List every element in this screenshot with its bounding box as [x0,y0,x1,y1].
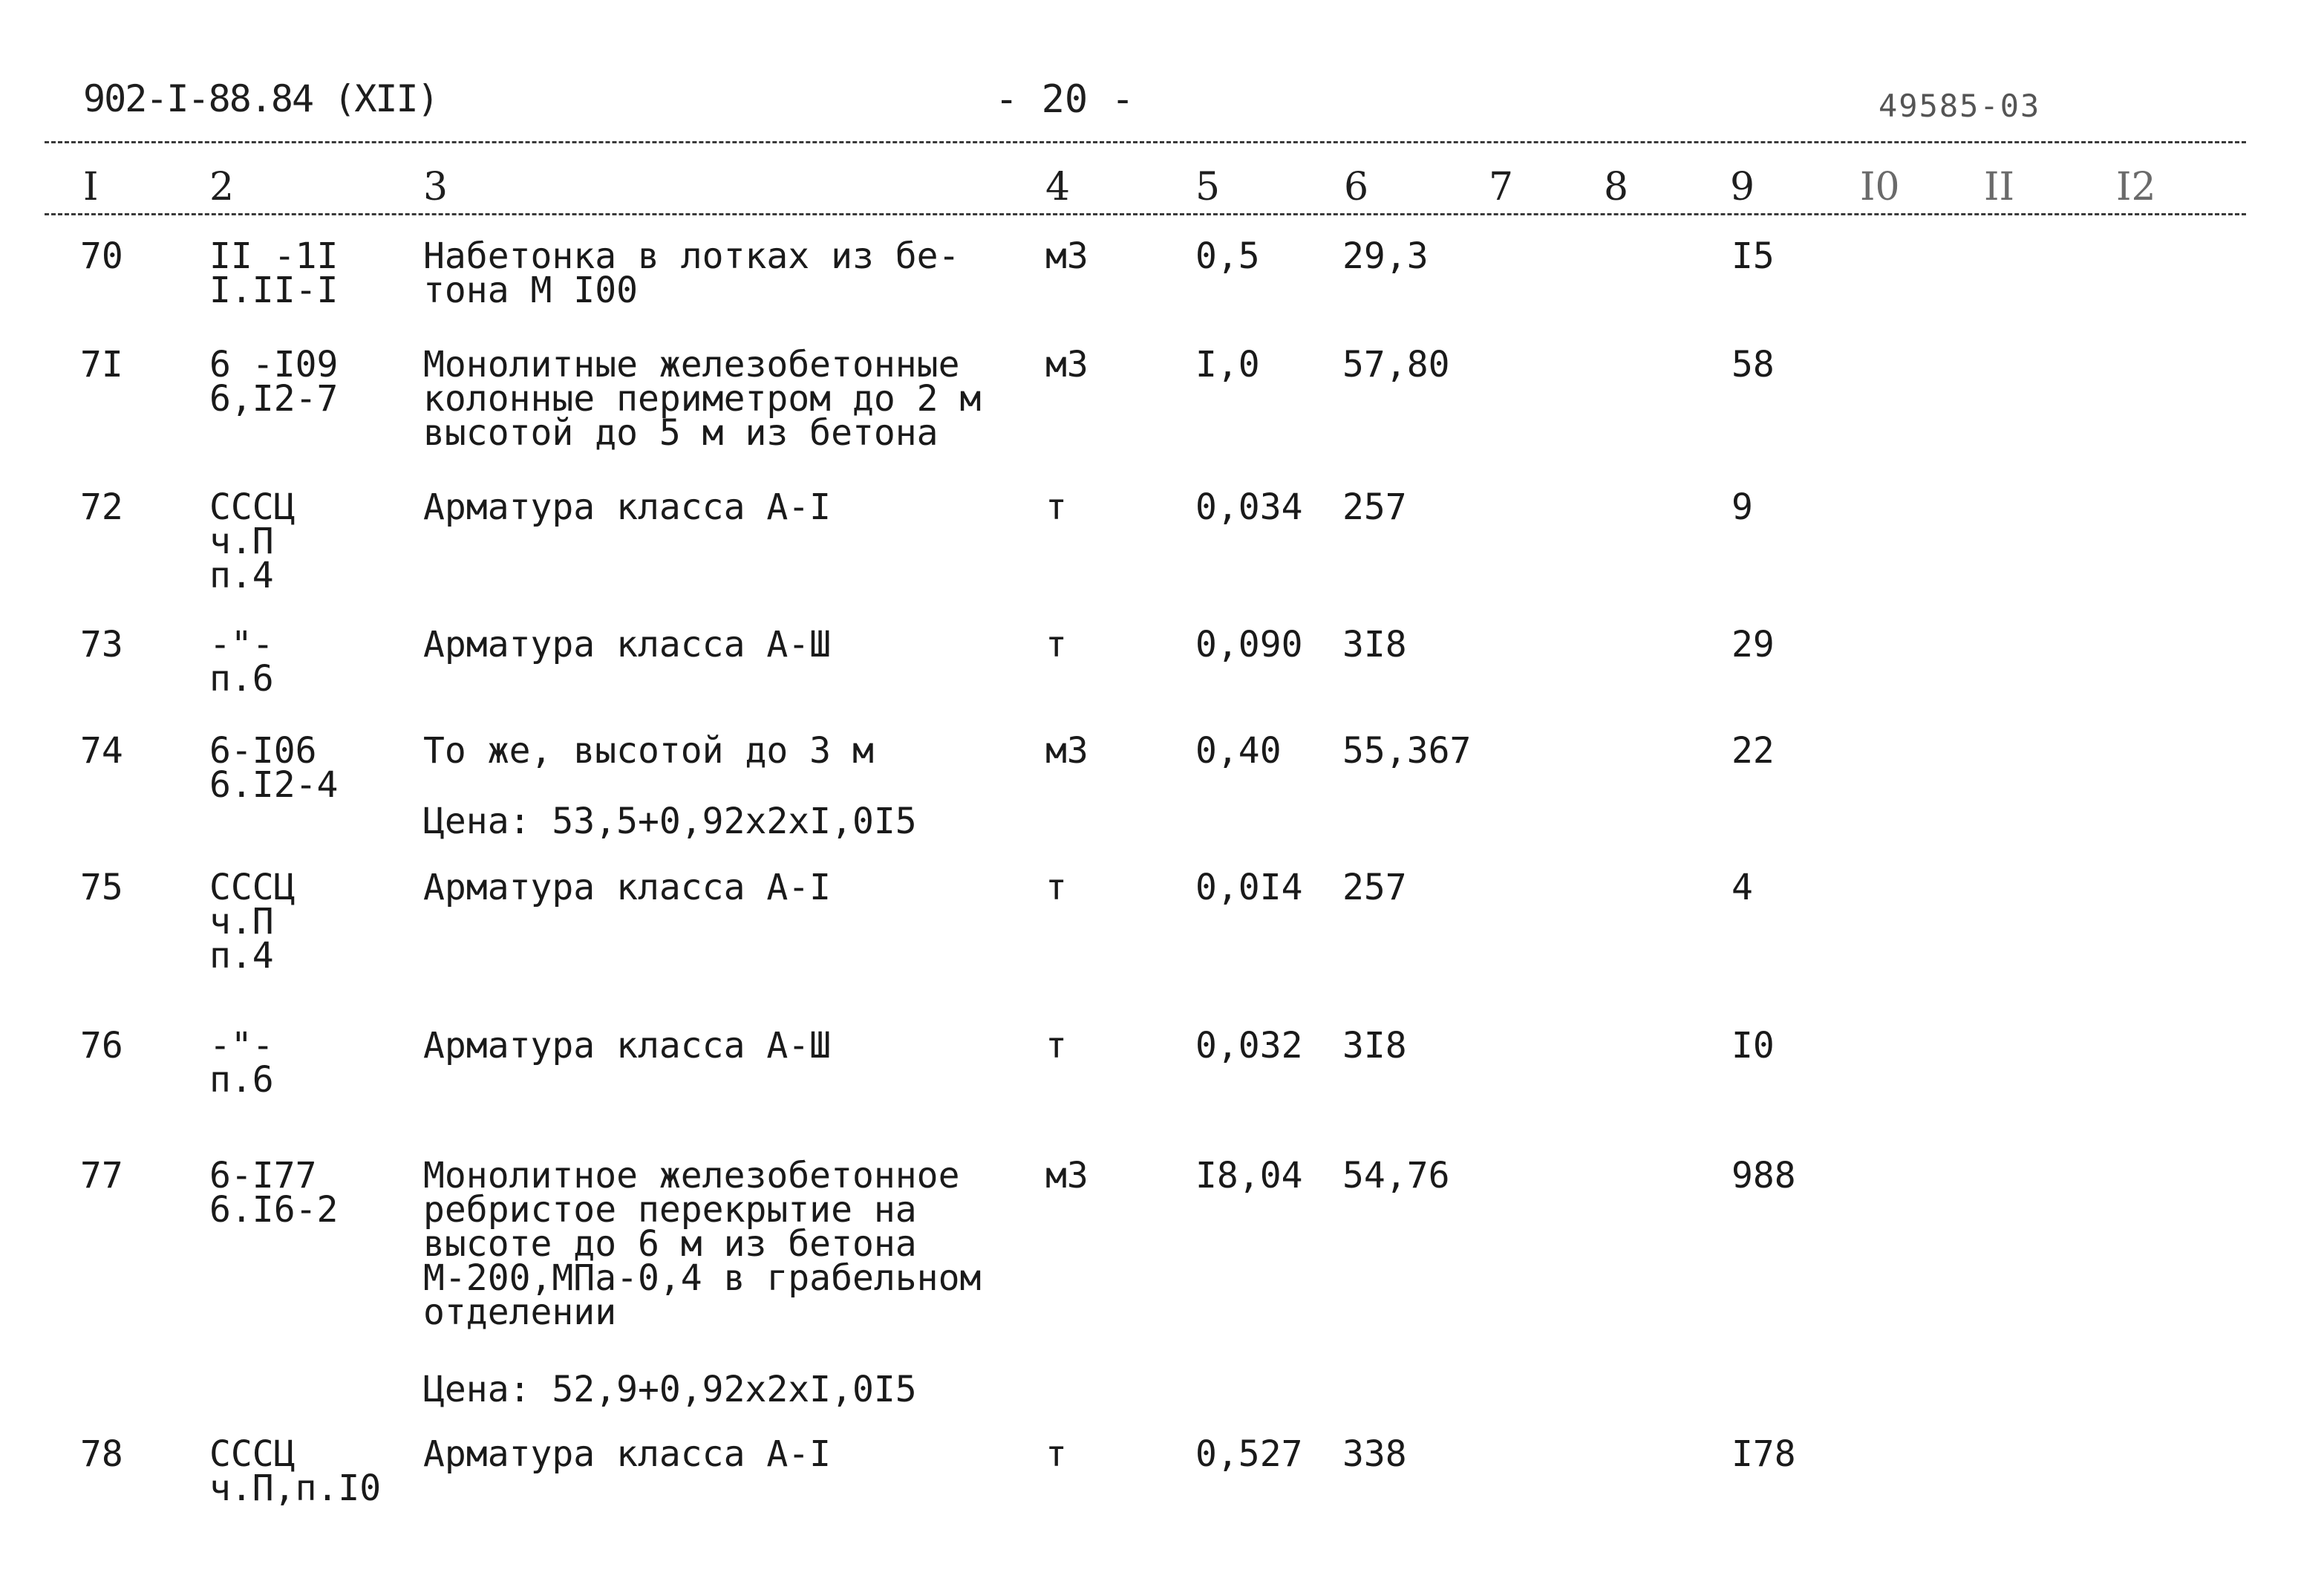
column-header-12: I2 [2116,165,2156,209]
row-unit: т [1045,624,1067,665]
row-unit-price: 338 [1342,1433,1407,1475]
row-code-line: ч.П,п.I0 [209,1468,382,1509]
column-header-9: 9 [1730,165,1755,209]
row-code [209,235,339,311]
row-description [423,235,960,311]
column-header-11: II [1984,165,2015,209]
row-description-line: Арматура класса А-Ш [423,1025,832,1066]
row-description-line: Монолитное железобетонное [423,1155,960,1196]
row-cost: 988 [1731,1155,1796,1196]
row-unit-price: 55,367 [1342,730,1472,772]
row-code-line: 6.I6-2 [209,1189,339,1231]
row-code-line: п.4 [209,935,274,977]
row-cost: I5 [1731,235,1775,277]
row-unit-price: 257 [1342,867,1407,908]
row-quantity: 0,0I4 [1195,867,1303,908]
row-unit-price: 29,3 [1342,235,1429,277]
row-description-line: Арматура класса А-I [423,486,832,528]
row-unit: т [1045,1025,1067,1066]
row-unit: м3 [1045,1155,1088,1196]
column-header-8: 8 [1604,165,1629,209]
row-unit-price: 3I8 [1342,624,1407,665]
row-quantity: I8,04 [1195,1155,1303,1196]
row-code-line: п.6 [209,658,274,700]
row-number: 75 [80,867,123,908]
row-code [209,1025,274,1101]
row-cost: I78 [1731,1433,1796,1475]
row-description [423,344,982,454]
header-top-rule [45,141,2246,143]
row-description-line: Арматура класса А-I [423,1433,832,1475]
column-header-3: 3 [423,165,448,209]
row-cost: I0 [1731,1025,1775,1066]
price-formula-note: Цена: 53,5+0,92x2xI,0I5 [423,801,917,842]
row-code-line: п.6 [209,1059,274,1101]
row-code [209,486,296,596]
row-code-line: п.4 [209,555,274,596]
row-quantity: 0,032 [1195,1025,1303,1066]
row-description-line: М-200,МПа-0,4 в грабельном [423,1257,982,1299]
row-number: 77 [80,1155,123,1196]
row-description [423,1155,982,1333]
row-number: 73 [80,624,123,665]
column-header-10: I0 [1860,165,1900,209]
row-quantity: 0,5 [1195,235,1260,277]
row-code [209,867,296,977]
row-quantity: I,0 [1195,344,1260,385]
row-quantity: 0,034 [1195,486,1303,528]
row-description-line: Монолитные железобетонные [423,344,960,385]
row-number: 70 [80,235,123,277]
price-formula-note: Цена: 52,9+0,92x2xI,0I5 [423,1369,917,1410]
row-description [423,486,832,528]
row-number: 78 [80,1433,123,1475]
row-code-line: 6,I2-7 [209,378,339,420]
row-code [209,344,339,420]
row-description [423,1433,832,1475]
row-cost: 58 [1731,344,1775,385]
row-description-line: колонные периметром до 2 м [423,378,982,420]
document-code: 902-I-88.84 (XII) [83,77,438,120]
row-description-line: отделении [423,1292,617,1333]
column-header-7: 7 [1489,165,1514,209]
row-description-line: Арматура класса А-I [423,867,832,908]
row-unit-price: 257 [1342,486,1407,528]
column-header-2: 2 [209,165,235,209]
row-cost: 22 [1731,730,1775,772]
row-unit: м3 [1045,235,1088,277]
row-code [209,730,339,806]
row-number: 72 [80,486,123,528]
row-code-line: СССЦ [209,1433,296,1475]
row-unit-price: 57,80 [1342,344,1450,385]
row-description [423,730,874,772]
row-code [209,624,274,700]
row-code-line: -"- [209,624,274,665]
row-number: 74 [80,730,123,772]
row-description-line: высотой до 5 м из бетона [423,412,939,454]
row-code-line: 6 -I09 [209,344,339,385]
row-cost: 9 [1731,486,1753,528]
row-description [423,1025,832,1066]
row-unit-price: 3I8 [1342,1025,1407,1066]
row-quantity: 0,40 [1195,730,1282,772]
row-unit: т [1045,1433,1067,1475]
row-number: 76 [80,1025,123,1066]
row-code-line: I.II-I [209,270,339,311]
row-description-line: Арматура класса А-Ш [423,624,832,665]
row-quantity: 0,090 [1195,624,1303,665]
row-unit: т [1045,867,1067,908]
column-header-1: I [83,165,99,209]
row-description [423,624,832,665]
header-bottom-rule [45,213,2246,215]
row-description-line: То же, высотой до 3 м [423,730,874,772]
row-code-line: СССЦ [209,486,296,528]
sheet-code: 49585-03 [1879,88,2041,124]
row-quantity: 0,527 [1195,1433,1303,1475]
row-code-line: СССЦ [209,867,296,908]
row-description [423,867,832,908]
row-code-line: ч.П [209,521,274,562]
column-header-4: 4 [1045,165,1071,209]
row-unit: м3 [1045,344,1088,385]
page-number: - 20 - [995,77,1135,122]
column-header-6: 6 [1344,165,1369,209]
row-code-line: -"- [209,1025,274,1066]
row-code-line: 6.I2-4 [209,764,339,806]
row-description-line: ребристое перекрытие на [423,1189,917,1231]
row-description-line: Набетонка в лотках из бе- [423,235,960,277]
row-description-line: высоте до 6 м из бетона [423,1223,917,1265]
row-code-line: 6-I06 [209,730,317,772]
row-unit: м3 [1045,730,1088,772]
row-code [209,1155,339,1231]
row-code-line: 6-I77 [209,1155,317,1196]
row-code [209,1433,382,1509]
row-number: 7I [80,344,123,385]
row-description-line: тона М I00 [423,270,638,311]
row-cost: 29 [1731,624,1775,665]
row-code-line: II -1I [209,235,339,277]
column-header-5: 5 [1195,165,1221,209]
row-unit: т [1045,486,1067,528]
row-code-line: ч.П [209,901,274,942]
row-unit-price: 54,76 [1342,1155,1450,1196]
row-cost: 4 [1731,867,1753,908]
